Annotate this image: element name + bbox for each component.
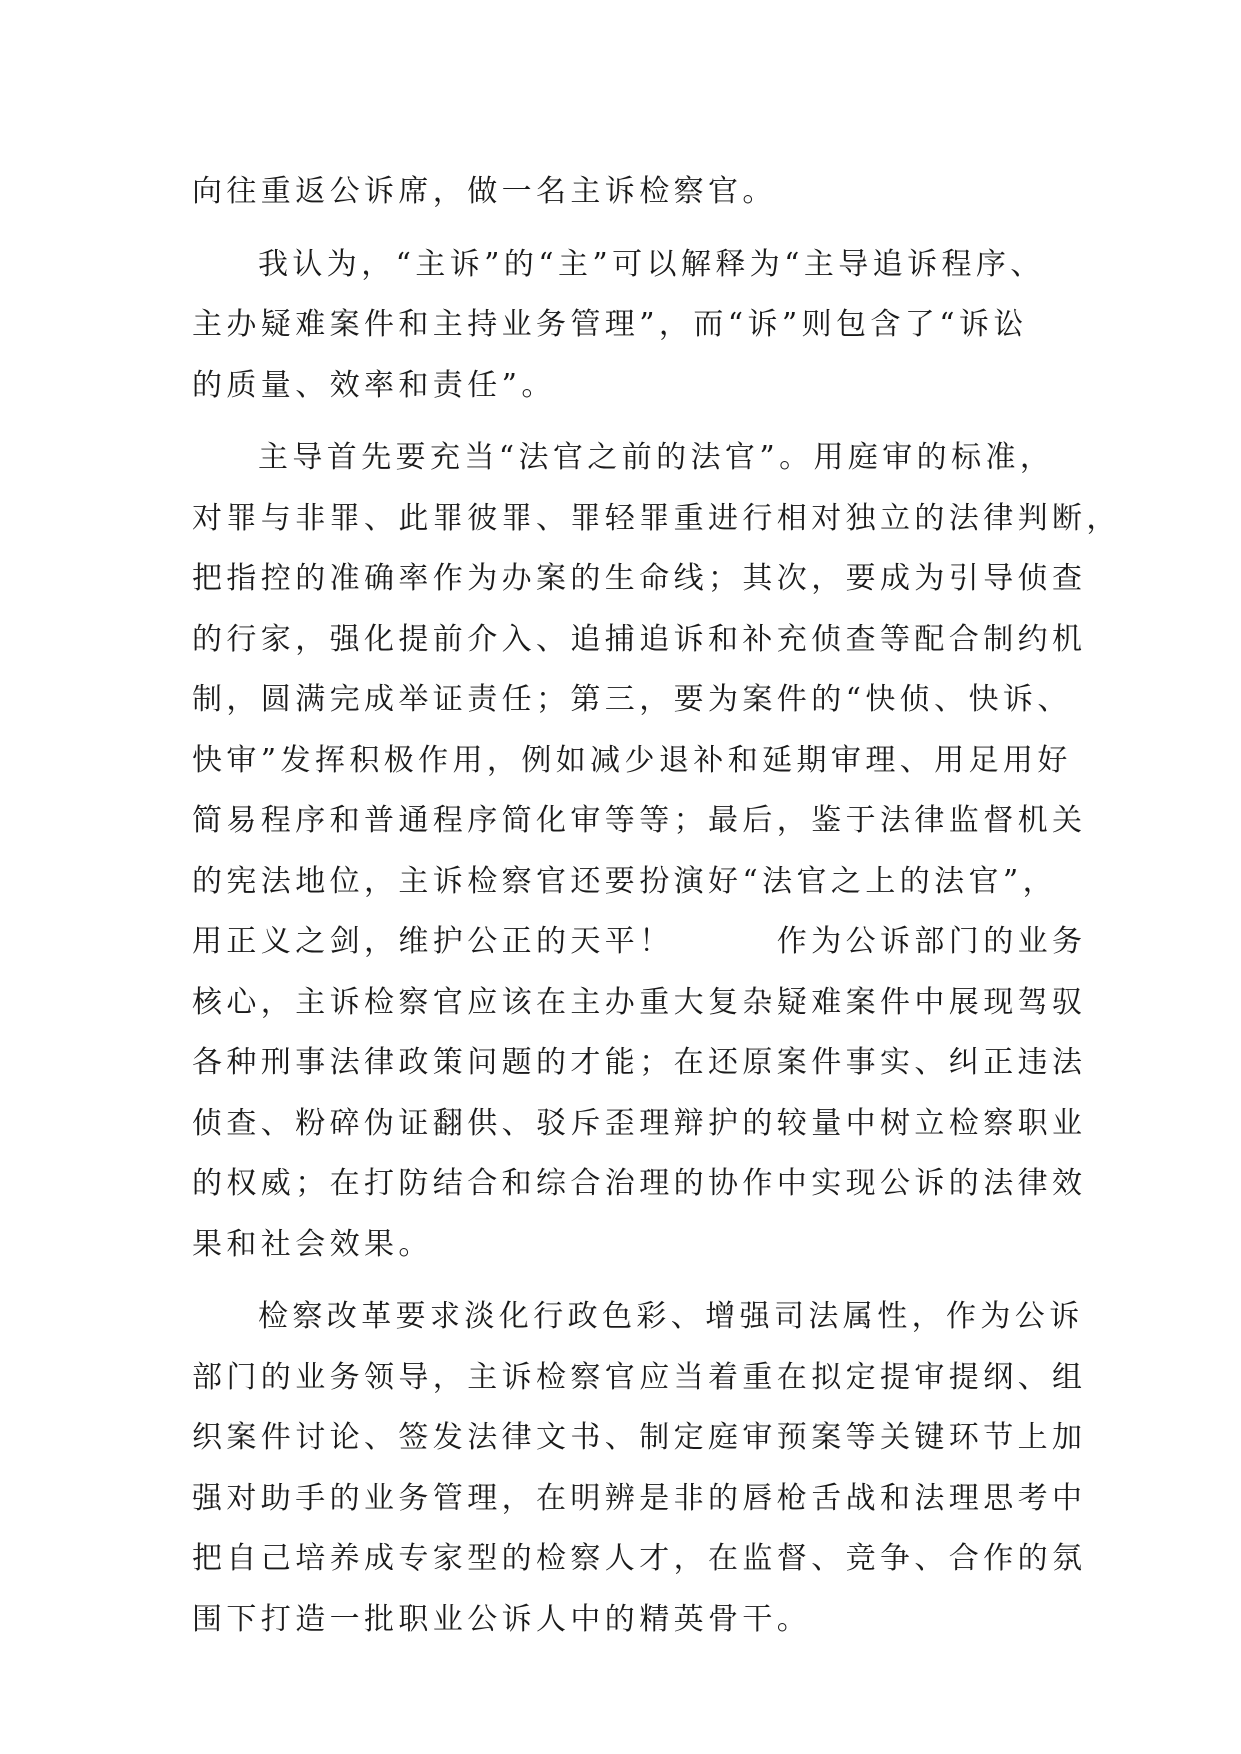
- paragraph-4-line-4: 强对助手的业务管理，在明辨是非的唇枪舌战和法理思考中: [192, 1480, 1087, 1516]
- paragraph-4-line-1: 检察改革要求淡化行政色彩、增强司法属性，作为公诉: [258, 1299, 1084, 1334]
- paragraph-4-line-2: 部门的业务领导，主诉检察官应当着重在拟定提审提纲、组: [192, 1359, 1087, 1395]
- paragraph-4-line-5: 把自己培养成专家型的检察人才，在监督、竞争、合作的氛: [192, 1541, 1087, 1576]
- paragraph-1-line-1: 向往重返公诉席，做一名主诉检察官。: [192, 174, 777, 209]
- paragraph-3-line-4: 的行家，强化提前介入、追捕追诉和补充侦查等配合制约机: [192, 621, 1087, 657]
- paragraph-spacer: [192, 1275, 1072, 1287]
- paragraph-3-line-2: 对罪与非罪、此罪彼罪、罪轻罪重进行相对独立的法律判断，: [192, 500, 1121, 536]
- paragraph-2-line-3: 的质量、效率和责任”。: [192, 367, 556, 403]
- paragraph-4-line-3: 织案件讨论、签发法律文书、制定庭审预案等关键环节上加: [192, 1420, 1087, 1455]
- paragraph-3-line-3: 把指控的准确率作为办案的生命线；其次，要成为引导侦查: [192, 561, 1087, 596]
- paragraph-3-line-6: 快审”发挥积极作用，例如减少退补和延期审理、用足用好: [192, 742, 1072, 778]
- paragraph-3-line-7: 简易程序和普通程序简化审等等；最后，鉴于法律监督机关: [192, 803, 1087, 838]
- paragraph-3-line-9: 用正义之剑，维护公正的天平！ 作为公诉部门的业务: [192, 924, 1087, 959]
- paragraph-2-line-1: 我认为，“主诉”的“主”可以解释为“主导追诉程序、: [258, 246, 1045, 282]
- paragraph-3-line-13: 的权威；在打防结合和综合治理的协作中实现公诉的法律效: [192, 1166, 1087, 1201]
- paragraph-3-line-10: 核心，主诉检察官应该在主办重大复杂疑难案件中展现驾驭: [192, 984, 1087, 1020]
- document-body: [192, 162, 1121, 1650]
- paragraph-4-line-6: 围下打造一批职业公诉人中的精英骨干。: [192, 1601, 812, 1637]
- paragraph-3-line-14: 果和社会效果。: [192, 1226, 433, 1262]
- paragraph-2-line-2: 主办疑难案件和主持业务管理”，而“诉”则包含了“诉讼: [192, 307, 1028, 342]
- paragraph-spacer: [192, 416, 1072, 428]
- paragraph-3-line-12: 侦查、粉碎伪证翻供、驳斥歪理辩护的较量中树立检察职业: [192, 1105, 1087, 1141]
- paragraph-3-line-8: 的宪法地位，主诉检察官还要扮演好“法官之上的法官”，: [192, 863, 1058, 899]
- paragraph-3-line-1: 主导首先要充当“法官之前的法官”。用庭审的标准，: [258, 440, 1055, 475]
- paragraph-3-line-11: 各种刑事法律政策问题的才能；在还原案件事实、纠正违法: [192, 1045, 1087, 1080]
- paragraph-spacer: [192, 223, 1072, 235]
- paragraph-3-line-5: 制，圆满完成举证责任；第三，要为案件的“快侦、快诉、: [192, 682, 1072, 717]
